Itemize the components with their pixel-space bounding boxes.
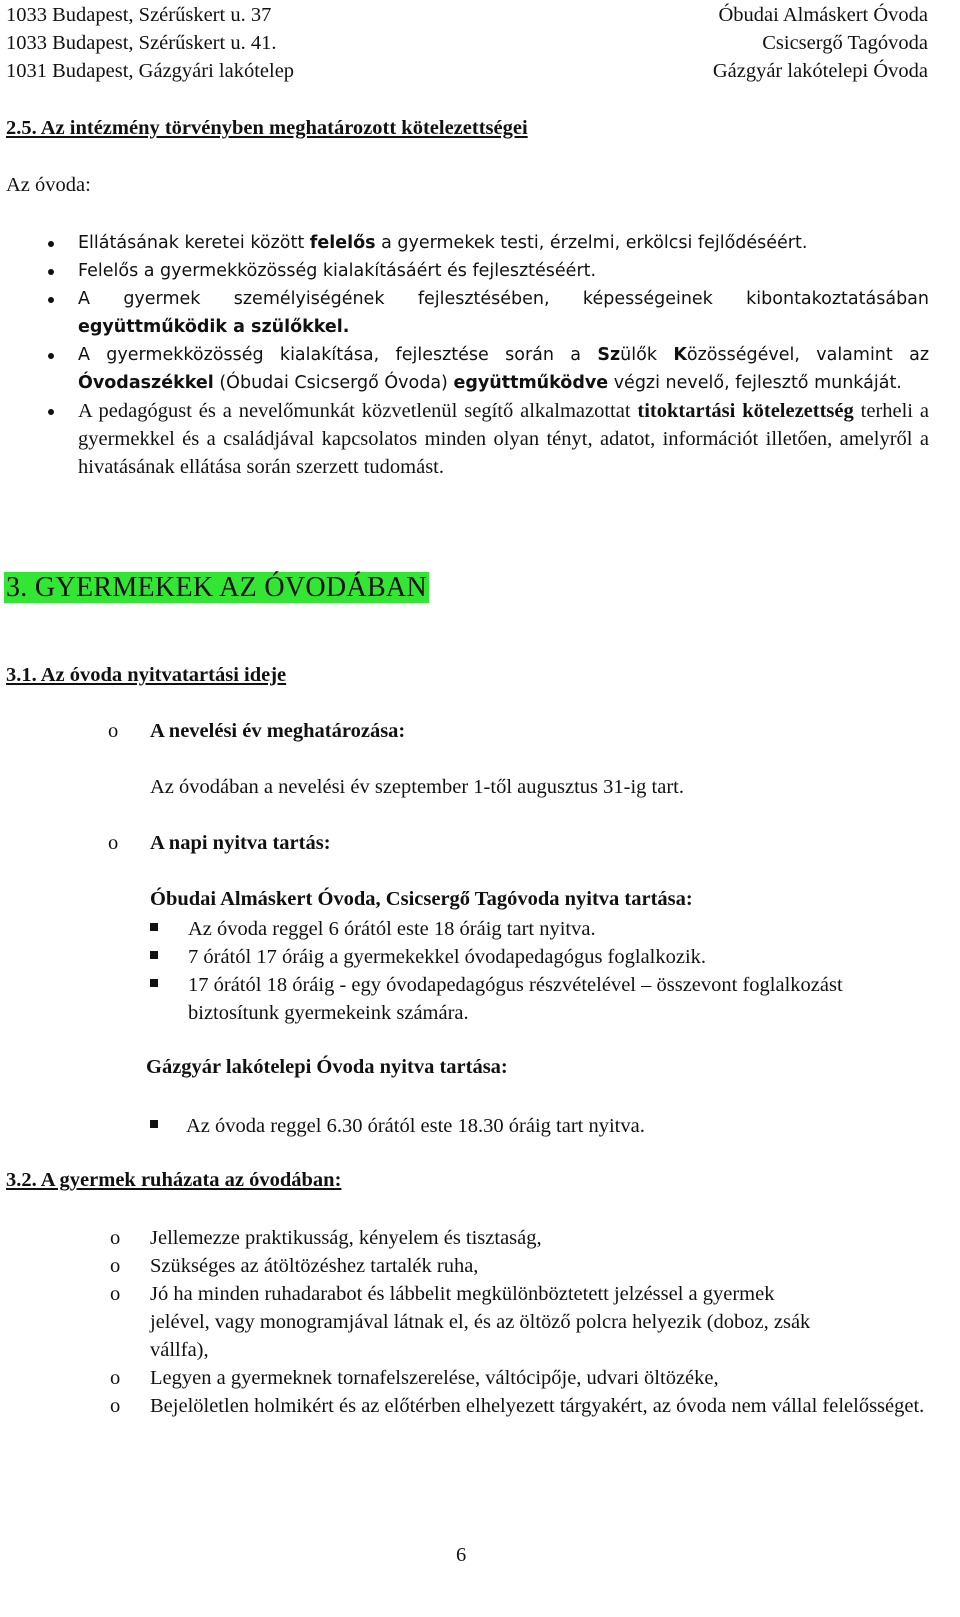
bullet-dot-icon: [48, 297, 54, 303]
list-item: o Jó ha minden ruhadarabot és lábbelit megkülönböztetett jelzéssel a gyermek jelével, vagy monogramjával látnak el, és az öltöző polcra helyezik (doboz, zsák vállfa),: [110, 1283, 811, 1361]
header-row-3: [6, 60, 928, 83]
list-item: Az óvoda reggel 6 órától este 18 óráig tart nyitva.: [150, 915, 850, 943]
header-row-1: [6, 4, 928, 27]
list-item: A gyermekközösség kialakítása, fejlesztése során a Szülők Közösségével, valamint az Óvodaszékkel (Óbudai Csicsergő Óvoda) együttműködve végzi nevelő, fejlesztő munkáját.: [44, 341, 929, 397]
bullet-dot-icon: [48, 353, 54, 359]
almaskert-hours-list: [150, 915, 850, 1027]
header-institution-1: Óbudai Almáskert Óvoda: [718, 4, 928, 26]
list-item: 7 órától 17 óráig a gyermekekkel óvodapedagógus foglalkozik.: [150, 943, 850, 971]
clothing-list: [110, 1224, 928, 1420]
almaskert-hours-title: Óbudai Almáskert Óvoda, Csicsergő Tagóvoda nyitva tartása:: [150, 888, 693, 910]
opening-year-heading: o A nevelési év meghatározása:: [108, 720, 406, 742]
list-item: o Jellemezze praktikusság, kényelem és tisztaság,: [110, 1227, 542, 1249]
square-bullet-icon: [150, 951, 158, 959]
header-institution-3: Gázgyár lakótelepi Óvoda: [712, 60, 928, 82]
bullet-dot-icon: [48, 241, 54, 247]
page-number: 6: [456, 1544, 467, 1566]
header-address-3: 1031 Budapest, Gázgyári lakótelep: [6, 60, 295, 82]
list-item: 17 órától 18 óráig - egy óvodapedagógus részvételével – összevont foglalkozást biztosítunk gyermekeink számára.: [150, 971, 850, 1027]
section-2-5-title: 2.5. Az intézmény törvényben meghatározott kötelezettségei: [6, 117, 528, 139]
list-item: o Legyen a gyermeknek tornafelszerelése, váltócipője, udvari öltözéke,: [110, 1367, 719, 1389]
opening-year-text: Az óvodában a nevelési év szeptember 1-től augusztus 31-ig tart.: [150, 776, 684, 798]
bullet-dot-icon: [48, 409, 54, 415]
gazgyar-hours-title: Gázgyár lakótelepi Óvoda nyitva tartása:: [146, 1056, 508, 1078]
list-item: A gyermek személyiségének fejlesztésében, képességeinek kibontakoztatásában együttműködik a szülőkkel.: [44, 285, 929, 341]
gazgyar-hours-list: [150, 1112, 870, 1140]
list-item: o Bejelöletlen holmikért és az előtérben elhelyezett tárgyakért, az óvoda nem vállal felelősséget.: [110, 1395, 925, 1417]
list-item: o Szükséges az átöltözéshez tartalék ruha,: [110, 1255, 479, 1277]
header-institution-2: Csicsergő Tagóvoda: [762, 32, 928, 54]
obligations-list: [44, 229, 929, 481]
list-item: Ellátásának keretei között felelős a gyermekek testi, érzelmi, erkölcsi fejlődéséért.: [44, 229, 929, 257]
list-item: Felelős a gyermekközösség kialakításáért és fejlesztéséért.: [44, 257, 929, 285]
list-item: Az óvoda reggel 6.30 órától este 18.30 óráig tart nyitva.: [150, 1112, 870, 1140]
header-row-2: [6, 32, 928, 55]
square-bullet-icon: [150, 923, 158, 931]
section-2-5-intro: Az óvoda:: [6, 174, 91, 196]
square-bullet-icon: [150, 1120, 158, 1128]
square-bullet-icon: [150, 979, 158, 987]
header-address-1: 1033 Budapest, Szérűskert u. 37: [6, 4, 272, 26]
list-item: A pedagógust és a nevelőmunkát közvetlenül segítő alkalmazottat titoktartási kötelezettség terheli a gyermekkel és a családjával kapcsolatos minden olyan tényt, adatot, információt illetően, amelyről a hivatásának ellátása során szerzett tudomást.: [44, 397, 929, 481]
section-3-1-title: 3.1. Az óvoda nyitvatartási ideje: [6, 664, 287, 686]
chapter-3-title: 3. GYERMEKEK AZ ÓVODÁBAN: [6, 572, 427, 603]
section-3-2-title: 3.2. A gyermek ruházata az óvodában:: [6, 1169, 342, 1191]
daily-hours-heading: o A napi nyitva tartás:: [108, 832, 331, 854]
header-address-2: 1033 Budapest, Szérűskert u. 41.: [6, 32, 277, 54]
bullet-dot-icon: [48, 269, 54, 275]
